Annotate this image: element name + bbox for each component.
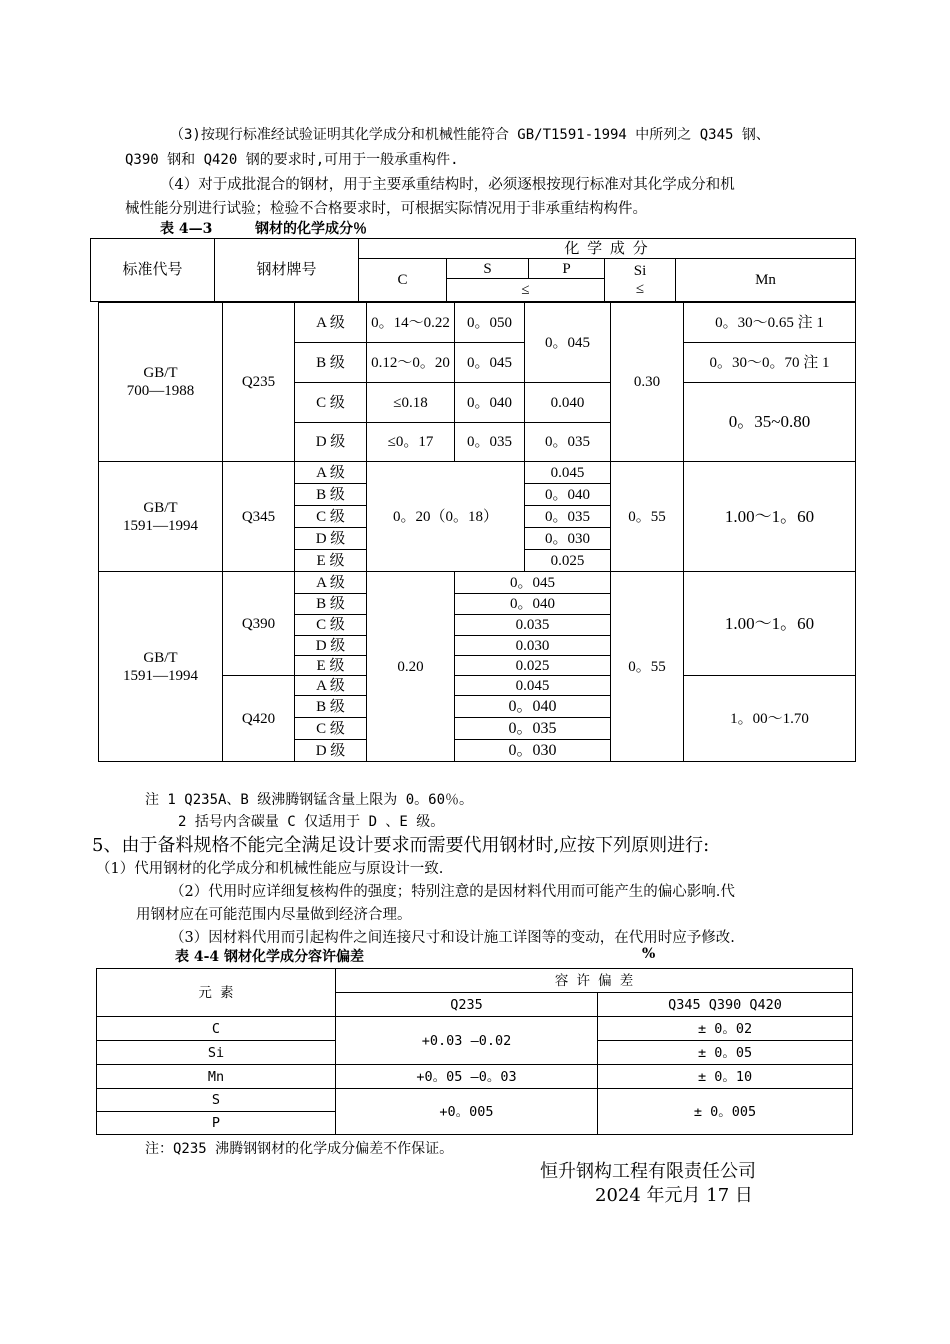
paragraph-3-line-1: （3)按现行标准经试验证明其化学成分和机械性能符合 GB/T1591-1994 中所列之 Q345 钢、 bbox=[170, 127, 770, 143]
g3-q390-sp-d: 0.030 bbox=[455, 636, 611, 656]
table-4-4-note: 注：Q235 沸腾钢钢材的化学成分偏差不作保证。 bbox=[145, 1141, 454, 1157]
t4-header-tolerance: 容 许 偏 差 bbox=[336, 969, 853, 993]
header-p: P bbox=[529, 259, 605, 279]
g3-q390-sp-b: 0。040 bbox=[455, 594, 611, 615]
table-4-4-unit: % bbox=[642, 946, 656, 962]
g1-level-b: B 级 bbox=[295, 343, 367, 383]
g3-q420-level-b: B 级 bbox=[295, 696, 367, 718]
table-4-4 bbox=[96, 968, 853, 1135]
t4-header-other: Q345 Q390 Q420 bbox=[598, 993, 853, 1017]
paragraph-4-line-2: 械性能分别进行试验；检验不合格要求时，可根据实际情况用于非承重结构构件。 bbox=[125, 201, 647, 217]
g2-standard: GB/T 1591—1994 bbox=[99, 462, 223, 572]
g1-level-a: A 级 bbox=[295, 303, 367, 343]
g2-p-c: 0。035 bbox=[525, 506, 611, 528]
g3-q390-sp-c: 0.035 bbox=[455, 615, 611, 636]
table-4-3-title: 钢材的化学成分％ bbox=[255, 221, 367, 237]
g2-si: 0。55 bbox=[611, 462, 684, 572]
g1-p-ab: 0。045 bbox=[525, 303, 611, 383]
note-2: 2 括号内含碳量 C 仅适用于 D 、E 级。 bbox=[178, 814, 445, 830]
g1-level-d: D 级 bbox=[295, 423, 367, 462]
table-4-3-number: 表 4—3 bbox=[160, 221, 213, 237]
g1-s-c: 0。040 bbox=[455, 383, 525, 423]
g1-c-d: ≤0。17 bbox=[367, 423, 455, 462]
g1-s-a: 0。050 bbox=[455, 303, 525, 343]
g3-si: 0。55 bbox=[611, 572, 684, 762]
g3-q420-mn: 1。00～1.70 bbox=[684, 676, 856, 762]
g2-p-b: 0。040 bbox=[525, 484, 611, 506]
g2-p-e: 0.025 bbox=[525, 550, 611, 572]
header-mn: Mn bbox=[676, 259, 856, 302]
g1-s-b: 0。045 bbox=[455, 343, 525, 383]
t4-row-c: C bbox=[97, 1017, 336, 1041]
header-si: Si ≤ bbox=[605, 259, 676, 302]
header-steel-grade: 钢材牌号 bbox=[215, 239, 359, 302]
section-5-heading: 5、由于备料规格不能完全满足设计要求而需要代用钢材时,应按下列原则进行: bbox=[92, 835, 710, 856]
company-name: 恒升钢构工程有限责任公司 bbox=[540, 1161, 756, 1182]
g3-q420-sp-b: 0。040 bbox=[455, 696, 611, 718]
g1-c-c: ≤0.18 bbox=[367, 383, 455, 423]
header-sp-le: ≤ bbox=[447, 279, 605, 302]
g3-q420-level-c: C 级 bbox=[295, 718, 367, 740]
table-4-4-caption: 表 4-4 钢材化学成分容许偏差 bbox=[175, 949, 365, 965]
paragraph-4-line-1: （4）对于成批混合的钢材，用于主要承重结构时，必须逐根按现行标准对其化学成分和机 bbox=[160, 177, 735, 193]
t4-other-mn: ± 0。10 bbox=[598, 1065, 853, 1089]
g3-q390-grade: Q390 bbox=[223, 572, 295, 676]
g2-c-s: 0。20（0。18） bbox=[367, 462, 525, 572]
g3-q390-mn: 1.00～1。60 bbox=[684, 572, 856, 676]
g3-q390-sp-e: 0.025 bbox=[455, 656, 611, 676]
t4-row-p: P bbox=[97, 1112, 336, 1135]
g2-level-b: B 级 bbox=[295, 484, 367, 506]
g2-mn: 1.00～1。60 bbox=[684, 462, 856, 572]
section-5-item-2-line-2: 用钢材应在可能范围内尽量做到经济合理。 bbox=[136, 907, 412, 923]
table-4-3-body bbox=[98, 302, 856, 762]
t4-row-si: Si bbox=[97, 1041, 336, 1065]
header-chemical-composition: 化 学 成 分 bbox=[359, 239, 856, 259]
t4-q235-s-p: +0。005 bbox=[336, 1089, 598, 1135]
g3-q390-level-e: E 级 bbox=[295, 656, 367, 676]
g2-level-e: E 级 bbox=[295, 550, 367, 572]
g1-grade: Q235 bbox=[223, 303, 295, 462]
header-s: S bbox=[447, 259, 529, 279]
g3-q390-level-b: B 级 bbox=[295, 594, 367, 615]
g3-q420-level-d: D 级 bbox=[295, 740, 367, 762]
t4-other-c: ± 0。02 bbox=[598, 1017, 853, 1041]
g1-c-b: 0.12～0。20 bbox=[367, 343, 455, 383]
g1-mn-b: 0。30～0。70 注 1 bbox=[684, 343, 856, 383]
g2-grade: Q345 bbox=[223, 462, 295, 572]
g2-level-a: A 级 bbox=[295, 462, 367, 484]
t4-row-mn: Mn bbox=[97, 1065, 336, 1089]
g1-s-d: 0。035 bbox=[455, 423, 525, 462]
g2-level-c: C 级 bbox=[295, 506, 367, 528]
g3-q420-sp-d: 0。030 bbox=[455, 740, 611, 762]
g3-q420-sp-c: 0。035 bbox=[455, 718, 611, 740]
g2-p-d: 0。030 bbox=[525, 528, 611, 550]
paragraph-3-line-2: Q390 钢和 Q420 钢的要求时,可用于一般承重构件. bbox=[125, 152, 459, 168]
g1-level-c: C 级 bbox=[295, 383, 367, 423]
signature-date: 2024 年元月 17 日 bbox=[595, 1185, 753, 1206]
g3-q390-level-a: A 级 bbox=[295, 572, 367, 594]
g3-q420-sp-a: 0.045 bbox=[455, 676, 611, 696]
section-5-item-1: （1）代用钢材的化学成分和机械性能应与原设计一致. bbox=[96, 861, 444, 877]
t4-other-si: ± 0。05 bbox=[598, 1041, 853, 1065]
g1-mn-a: 0。30～0.65 注 1 bbox=[684, 303, 856, 343]
t4-header-q235: Q235 bbox=[336, 993, 598, 1017]
g1-p-c: 0.040 bbox=[525, 383, 611, 423]
section-5-item-3: （3）因材料代用而引起构件之间连接尺寸和设计施工详图等的变动，在代用时应予修改. bbox=[170, 930, 735, 946]
g3-c: 0.20 bbox=[367, 572, 455, 762]
g3-q420-level-a: A 级 bbox=[295, 676, 367, 696]
t4-row-s: S bbox=[97, 1089, 336, 1112]
section-5-item-2-line-1: （2）代用时应详细复核构件的强度；特别注意的是因材料代用而可能产生的偏心影响.代 bbox=[170, 884, 735, 900]
g3-standard: GB/T 1591—1994 bbox=[99, 572, 223, 762]
t4-other-s-p: ± 0。005 bbox=[598, 1089, 853, 1135]
g2-p-a: 0.045 bbox=[525, 462, 611, 484]
t4-q235-c-si: +0.03 —0.02 bbox=[336, 1017, 598, 1065]
g1-standard: GB/T 700—1988 bbox=[99, 303, 223, 462]
g3-q390-level-c: C 级 bbox=[295, 615, 367, 636]
g1-c-a: 0。14～0.22 bbox=[367, 303, 455, 343]
g1-p-d: 0。035 bbox=[525, 423, 611, 462]
header-standard-code: 标准代号 bbox=[91, 239, 215, 302]
t4-header-element: 元 素 bbox=[97, 969, 336, 1017]
g1-mn-cd: 0。35~0.80 bbox=[684, 383, 856, 462]
t4-q235-mn: +0。05 –0。03 bbox=[336, 1065, 598, 1089]
g2-level-d: D 级 bbox=[295, 528, 367, 550]
table-4-3-header bbox=[90, 238, 856, 302]
header-c: C bbox=[359, 259, 447, 302]
g3-q420-grade: Q420 bbox=[223, 676, 295, 762]
g3-q390-sp-a: 0。045 bbox=[455, 572, 611, 594]
note-1: 注 1 Q235A、B 级沸腾钢锰含量上限为 0。60％。 bbox=[145, 792, 474, 808]
g1-si: 0.30 bbox=[611, 303, 684, 462]
g3-q390-level-d: D 级 bbox=[295, 636, 367, 656]
